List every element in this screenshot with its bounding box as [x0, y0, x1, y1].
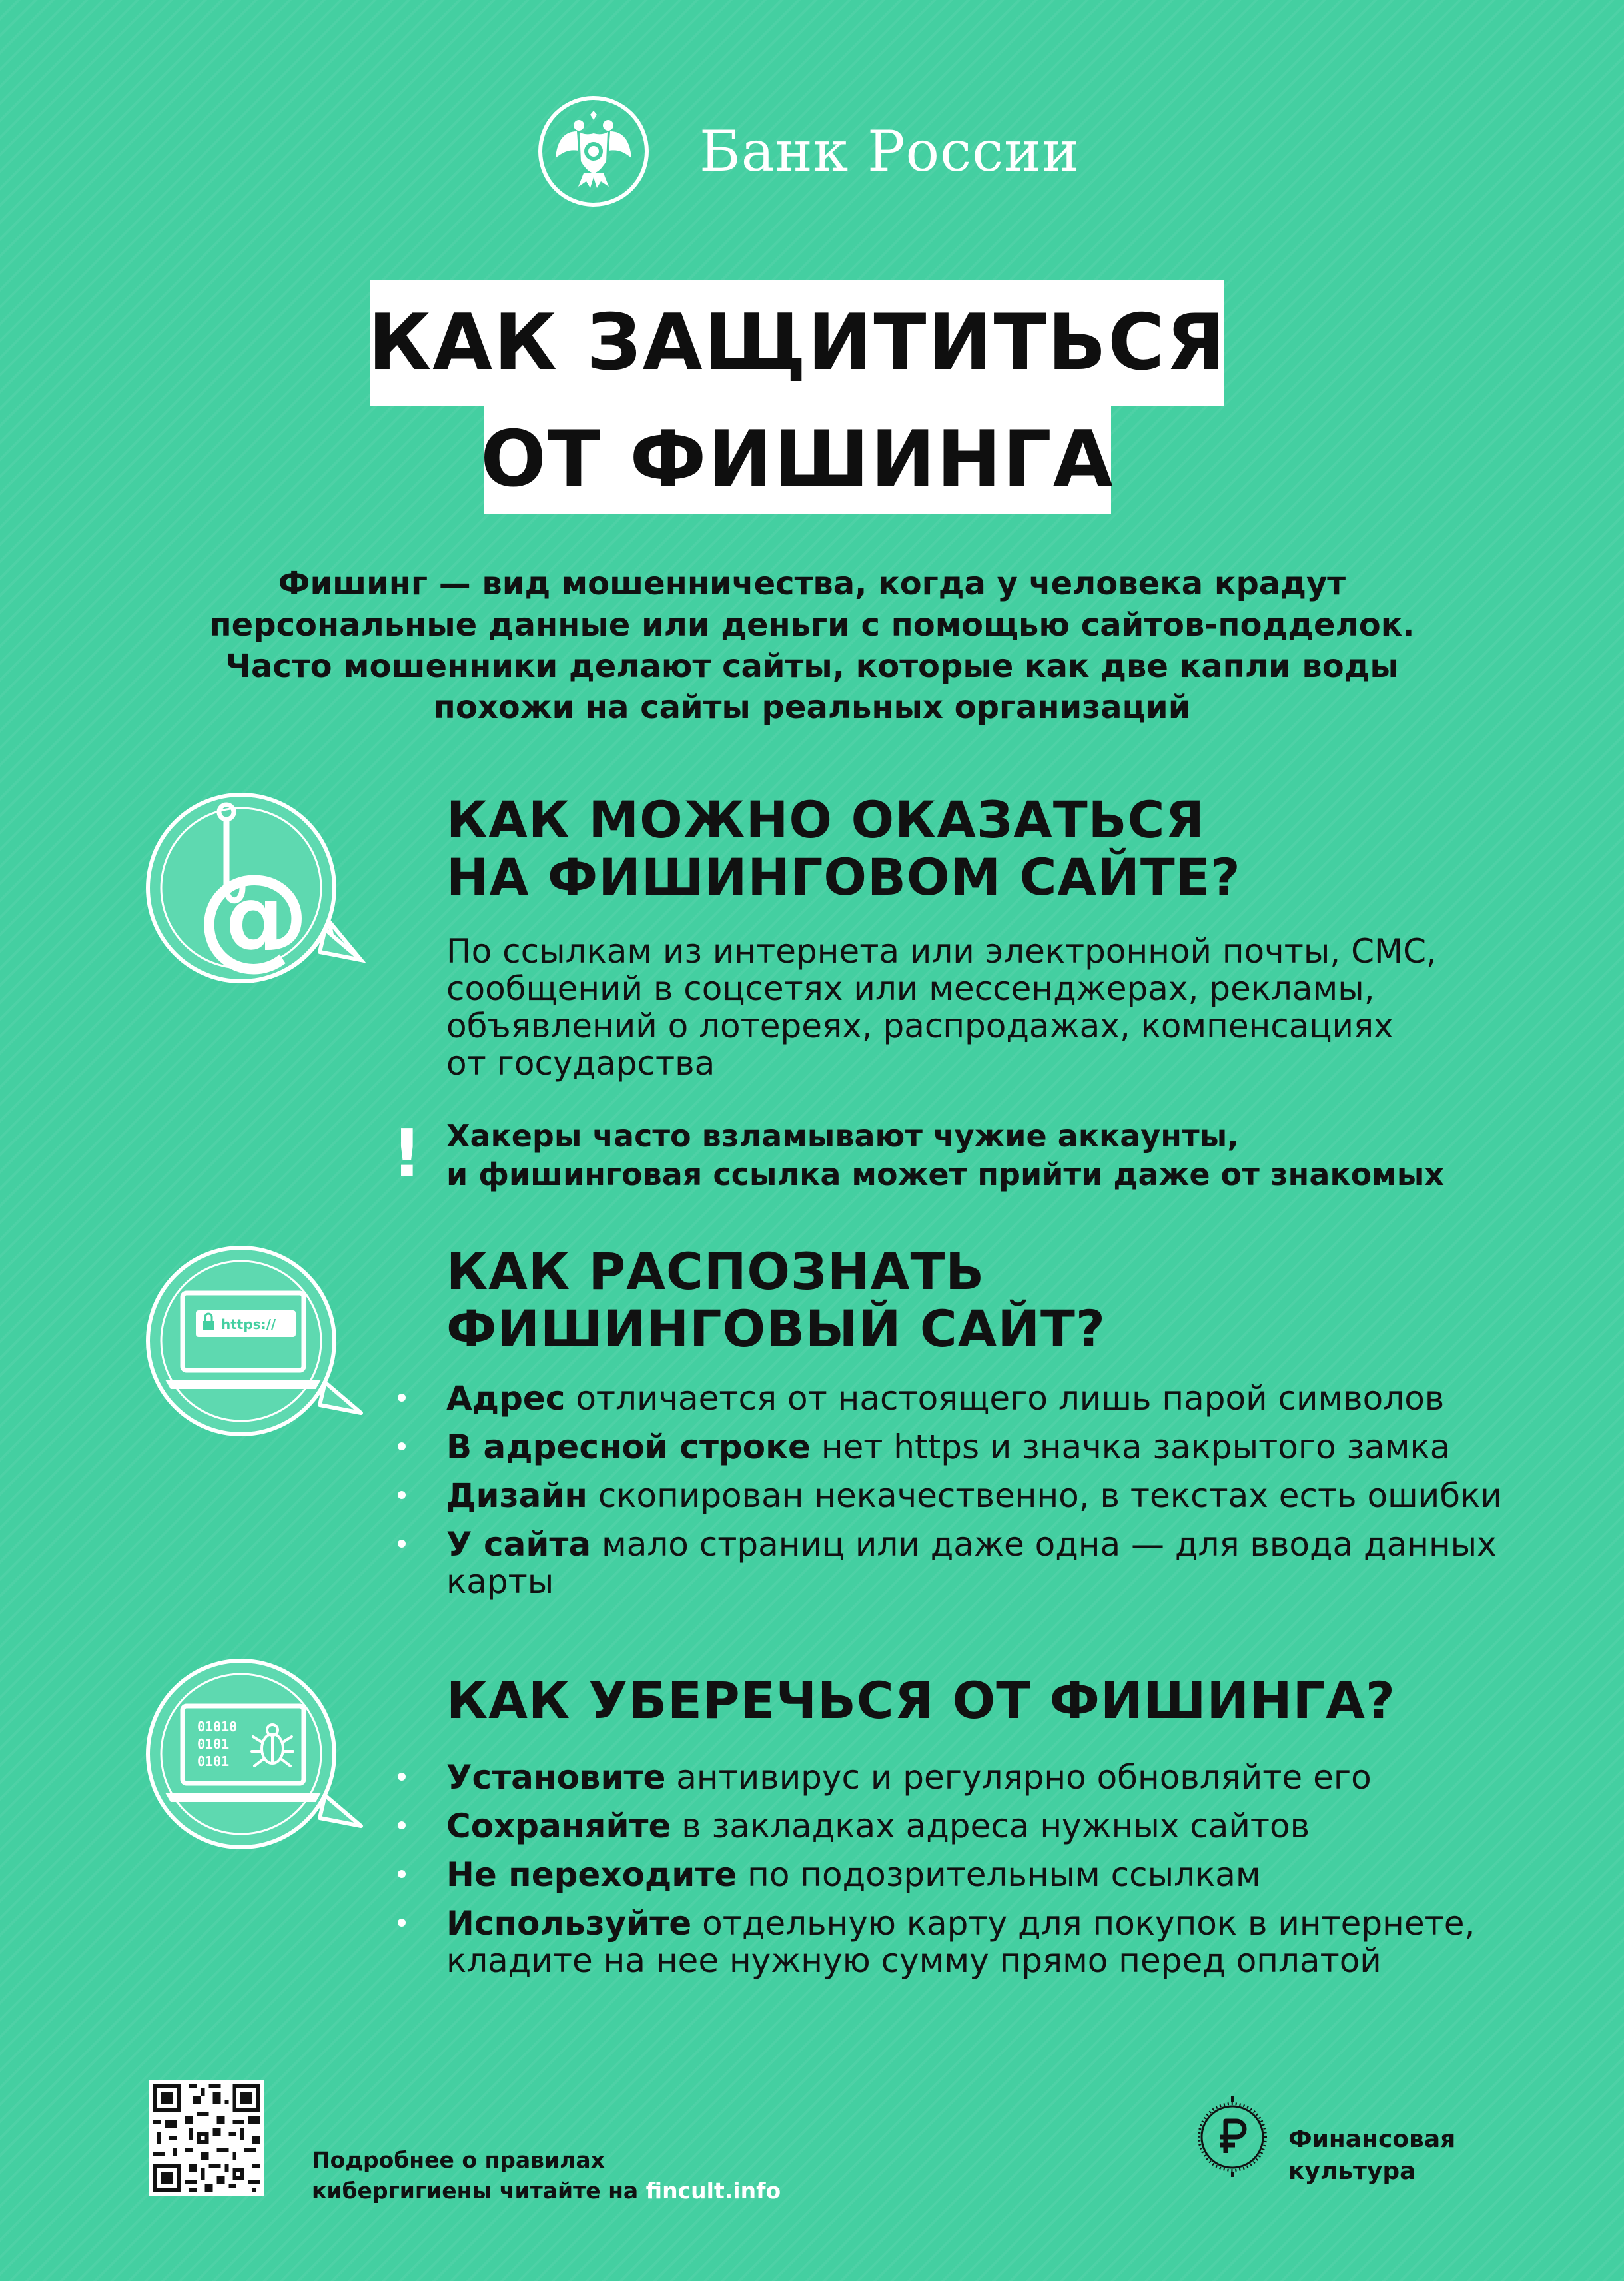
note-line: Хакеры часто взламывают чужие аккаунты, — [446, 1118, 1239, 1154]
bullet-dot-icon — [398, 1491, 406, 1499]
intro-paragraph — [160, 563, 1464, 728]
bullet-dot-icon — [398, 1919, 406, 1927]
binary-line: 01010 — [197, 1719, 238, 1735]
fin-culture-label — [1288, 2124, 1455, 2188]
laptop-bug-icon — [141, 1654, 368, 1867]
bullet-bold: Используйте — [446, 1904, 692, 1943]
bullet-bold: Установите — [446, 1758, 666, 1797]
section1-heading — [446, 791, 1241, 906]
title-line-1: КАК ЗАЩИТИТЬСЯ — [370, 280, 1224, 406]
double-headed-eagle-icon — [537, 95, 650, 208]
heading-line: КАК УБЕРЕЧЬСЯ ОТ ФИШИНГА? — [446, 1671, 1396, 1730]
fin-line-2: культура — [1288, 2158, 1416, 2185]
binary-line: 0101 — [197, 1753, 230, 1769]
qr-code-icon[interactable] — [149, 2080, 264, 2196]
ruble-sign-icon — [1192, 2092, 1272, 2178]
bullet-item — [446, 1477, 1502, 1514]
section1-text — [446, 933, 1437, 1082]
laptop-https-icon — [141, 1241, 368, 1454]
footer-line-2: кибергигиены читайте на — [312, 2178, 646, 2204]
bullet-dot-icon — [398, 1442, 406, 1450]
bullet-text: отличается от настоящего лишь парой символов — [565, 1379, 1445, 1418]
bullet-text: скопирован некачественно, в текстах есть ошибки — [587, 1476, 1502, 1515]
bullet-item — [446, 1856, 1475, 1893]
bullet-bold: Не переходите — [446, 1855, 737, 1894]
brand-name: Банк России — [699, 119, 1080, 184]
intro-line: похожи на сайты реальных организаций — [433, 689, 1191, 726]
section3-bullets — [446, 1759, 1475, 1991]
bullet-item — [446, 1759, 1475, 1796]
intro-line: Фишинг — вид мошенничества, когда у человека крадут — [278, 565, 1346, 602]
heading-line: НА ФИШИНГОВОМ САЙТЕ? — [446, 847, 1241, 907]
exclamation-icon: ! — [392, 1115, 422, 1192]
bullet-text: отдельную карту для покупок в интернете, — [691, 1904, 1475, 1943]
bullet-bold: Сохраняйте — [446, 1807, 671, 1845]
svg-text:@: @ — [197, 850, 310, 982]
bullet-item — [446, 1380, 1502, 1417]
bullet-bold: Дизайн — [446, 1476, 588, 1515]
bullet-continuation: карты — [446, 1562, 554, 1601]
footer-line-1: Подробнее о правилах — [312, 2147, 605, 2173]
note-line: и фишинговая ссылка может прийти даже от знакомых — [446, 1156, 1445, 1192]
title-line-2: ОТ ФИШИНГА — [484, 405, 1111, 514]
footer-text — [312, 2145, 781, 2206]
intro-line: Часто мошенники делают сайты, которые как две капли воды — [225, 648, 1399, 685]
heading-line: КАК РАСПОЗНАТЬ — [446, 1242, 985, 1301]
bullet-dot-icon — [398, 1394, 406, 1402]
fin-line-1: Финансовая — [1288, 2126, 1456, 2153]
bullet-dot-icon — [398, 1540, 406, 1548]
bullet-item — [446, 1807, 1475, 1845]
https-label: https:// — [221, 1316, 276, 1332]
text-line: сообщений в соцсетях или мессенджерах, рекламы, — [446, 969, 1375, 1008]
heading-line: КАК МОЖНО ОКАЗАТЬСЯ — [446, 790, 1205, 849]
bullet-text: в закладках адреса нужных сайтов — [671, 1807, 1310, 1845]
heading-line: ФИШИНГОВЫЙ САЙТ? — [446, 1299, 1106, 1358]
bullet-dot-icon — [398, 1773, 406, 1781]
bullet-item — [446, 1428, 1502, 1466]
section2-heading — [446, 1243, 1106, 1358]
bullet-continuation: кладите на нее нужную сумму прямо перед оплатой — [446, 1941, 1382, 1980]
bullet-dot-icon — [398, 1821, 406, 1829]
bullet-text: по подозрительным ссылкам — [737, 1855, 1261, 1894]
bullet-text: нет https и значка закрытого замка — [810, 1428, 1451, 1466]
text-line: По ссылкам из интернета или электронной почты, СМС, — [446, 932, 1437, 971]
bullet-item — [446, 1526, 1502, 1600]
hook-at-icon — [141, 788, 368, 1001]
text-line: объявлений о лотереях, распродажах, компенсациях — [446, 1007, 1394, 1045]
bullet-bold: В адресной строке — [446, 1428, 811, 1466]
section2-bullets — [446, 1380, 1502, 1611]
bullet-bold: Адрес — [446, 1379, 566, 1418]
bullet-item — [446, 1905, 1475, 1979]
bullet-bold: У сайта — [446, 1525, 592, 1564]
fincult-link[interactable]: fincult.info — [645, 2178, 781, 2204]
section1-note — [446, 1117, 1444, 1194]
text-line: от государства — [446, 1044, 715, 1083]
section3-heading — [446, 1672, 1396, 1729]
bullet-dot-icon — [398, 1870, 406, 1878]
bullet-text: антивирус и регулярно обновляйте его — [665, 1758, 1372, 1797]
bullet-text: мало страниц или даже одна — для ввода данных — [591, 1525, 1497, 1564]
binary-line: 0101 — [197, 1736, 230, 1752]
intro-line: персональные данные или деньги с помощью сайтов-подделок. — [209, 606, 1415, 644]
